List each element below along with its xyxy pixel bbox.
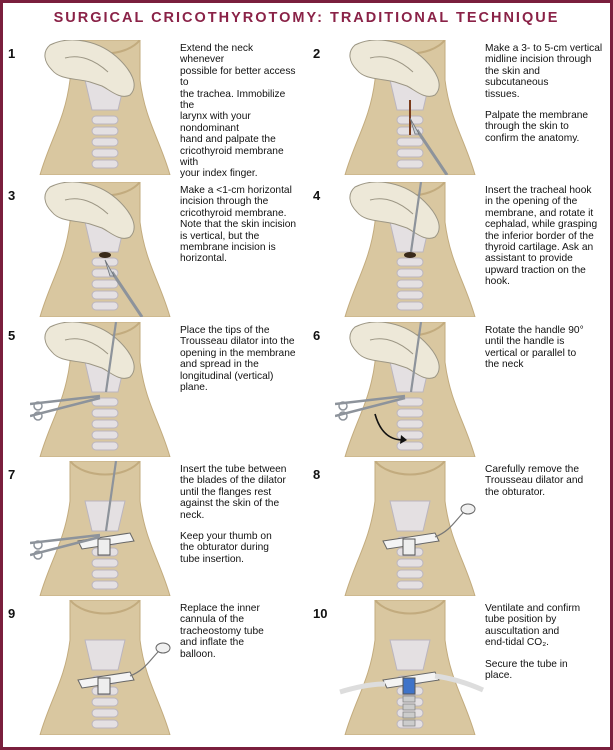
step-text [180,603,298,670]
step-10 [305,600,600,738]
step-text [485,185,603,298]
ventilator-connector [403,712,415,718]
tracheal-ring [92,570,118,578]
membrane-incision [99,252,111,258]
tracheal-ring [92,559,118,567]
step-text [485,464,603,508]
step-text [180,43,298,190]
step-number: 4 [313,188,321,203]
step-paragraph: Ventilate and confirm tube position by auscultation and end-tidal CO₂. [485,603,581,649]
step-9 [0,600,295,738]
tracheal-ring [92,149,118,157]
step-8 [305,461,600,599]
step-5 [0,322,295,460]
tracheal-ring [92,709,118,717]
tracheal-ring [92,258,118,266]
tracheal-ring [397,269,423,277]
thyroid-cartilage [85,501,125,531]
step-illustration [335,182,485,317]
tracheostomy-tube [403,678,415,694]
tracheal-ring [92,116,118,124]
step-number: 1 [8,46,16,61]
thyroid-cartilage [85,640,125,670]
tracheal-ring [397,258,423,266]
tracheal-ring [92,302,118,310]
step-number: 6 [313,328,321,343]
ventilator-connector [403,720,415,726]
step-text [485,325,603,381]
step-illustration [335,461,485,596]
tracheal-ring [92,280,118,288]
step-paragraph: Insert the tube between the blades of the dilator until the flanges rest against the skin of the neck. [180,464,287,521]
step-text [485,603,603,691]
step-illustration [335,600,485,735]
thyroid-cartilage [390,640,430,670]
tracheal-ring [92,431,118,439]
step-paragraph: Carefully remove the Trousseau dilator and the obturator. [485,464,584,498]
figure-title: SURGICAL CRICOTHYROTOMY: TRADITIONAL TECHNIQUE [53,10,560,26]
step-illustration [335,322,485,457]
tracheal-ring [397,160,423,168]
step-paragraph: Replace the inner cannula of the tracheostomy tube and inflate the balloon. [180,603,264,660]
step-number: 2 [313,46,321,61]
tracheal-ring [92,442,118,450]
step-illustration [30,40,180,175]
tracheal-ring [92,581,118,589]
step-number: 10 [313,606,328,621]
tracheal-ring [397,138,423,146]
step-paragraph: Extend the neck whenever possible for better access to the trachea. Immobilize the larynx with your nondominant hand and palpate the cricothyroid membrane with your index finger. [180,43,296,180]
tracheal-ring [92,420,118,428]
step-text [180,464,298,575]
tracheal-ring [92,160,118,168]
step-paragraph: Make a <1-cm horizontal incision through the cricothyroid membrane. Note that the skin incision is vertical, but the membrane incision is horizontal. [180,185,297,265]
step-paragraph: Keep your thumb on the obturator during tube insertion. [180,531,272,565]
step-2 [305,40,603,178]
tracheal-ring [397,420,423,428]
pilot-balloon [461,504,475,514]
tracheostomy-tube [98,539,110,555]
step-number: 8 [313,467,321,482]
step-1 [0,40,295,178]
ventilator-connector [403,704,415,710]
tracheal-ring [397,559,423,567]
step-text [485,43,603,154]
tracheal-ring [92,409,118,417]
step-number: 9 [8,606,16,621]
thyroid-cartilage [390,501,430,531]
membrane-incision [404,252,416,258]
step-text [180,185,298,275]
tracheal-ring [397,581,423,589]
step-paragraph: Secure the tube in place. [485,658,568,682]
tracheal-ring [92,138,118,146]
tracheal-ring [397,280,423,288]
step-paragraph: Palpate the membrane through the skin to confirm the anatomy. [485,110,589,144]
step-text [180,325,298,403]
step-illustration [30,461,180,596]
tracheal-ring [92,127,118,135]
step-6 [305,322,600,460]
step-7 [0,461,295,599]
step-illustration [30,600,180,735]
tracheostomy-tube [98,678,110,694]
step-paragraph: Insert the tracheal hook in the opening of the membrane, and rotate it cephalad, while grasping the inferior border of the thyroid cartilage. Ask an assistant to provide upward traction on the hook. [485,185,598,288]
ventilator-connector [403,696,415,702]
step-paragraph: Place the tips of the Trousseau dilator into the opening in the membrane and spread in the longitudinal (vertical) plane. [180,325,296,394]
tracheal-ring [92,698,118,706]
step-number: 7 [8,467,16,482]
pilot-balloon [156,643,170,653]
step-paragraph: Rotate the handle 90° until the handle is vertical or parallel to the neck [485,325,584,371]
tracheal-ring [397,570,423,578]
step-3 [0,182,295,320]
step-paragraph: Make a 3- to 5-cm vertical midline incision through the skin and subcutaneous tissues. [485,43,603,100]
step-number: 3 [8,188,16,203]
tracheal-ring [397,302,423,310]
tracheal-ring [92,720,118,728]
step-4 [305,182,600,320]
step-number: 5 [8,328,16,343]
tracheostomy-tube [403,539,415,555]
step-illustration [30,322,180,457]
tracheal-ring [397,409,423,417]
tracheal-ring [92,291,118,299]
tracheal-ring [397,149,423,157]
step-illustration [30,182,180,317]
step-illustration [335,40,485,175]
tracheal-ring [397,291,423,299]
